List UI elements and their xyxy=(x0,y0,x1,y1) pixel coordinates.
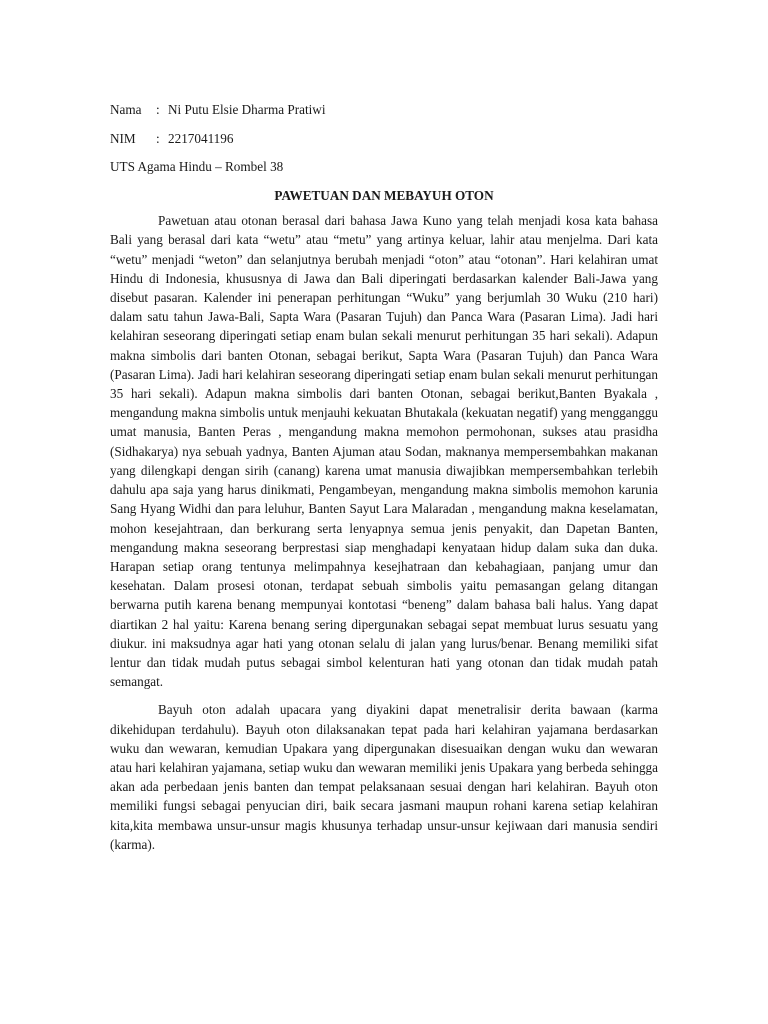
document-page xyxy=(110,100,658,863)
nim-label: NIM xyxy=(110,130,136,146)
nim-value: 2217041196 xyxy=(168,130,234,146)
nim-line xyxy=(110,129,658,148)
paragraph-bayuh-oton: Bayuh oton adalah upacara yang diyakini dapat menetralisir derita bawaan (karma dikehidupan terdahulu). Bayuh oton dilaksanakan tepat pada hari kelahiran yajamana berdasarkan wuku dan wewaran, kemudian Upakara yang dipergunakan disesuaikan dengan wuku dan wewaran atau hari kelahiran yajamana, setiap wuku dan wewaran memiliki jenis Upakara yang berbeda sehingga akan ada perbedaan jenis banten dan tempat pelaksanaan sesuai dengan hari kelahiran. Bayuh oton memiliki fungsi sebagai penyucian diri, baik secara jasmani maupun rohani karena setiap kelahiran kita,kita membawa unsur-unsur magis khusunya terhadap unsur-unsur kejiwaan dari manusia sendiri (karma). xyxy=(110,702,658,852)
course-line: UTS Agama Hindu – Rombel 38 xyxy=(110,159,284,175)
name-line xyxy=(110,100,658,119)
name-separator: : xyxy=(156,102,160,117)
nim-separator: : xyxy=(156,130,160,146)
paragraph-pawetuan: Pawetuan atau otonan berasal dari bahasa Jawa Kuno yang telah menjadi kosa kata bahasa Bali yang berasal dari kata “wetu” atau “metu” yang artinya keluar, lahir atau menjelma. Dari kata “wetu” menjadi “weton” dan selanjutnya berubah menjadi “oton” atau “otonan”. Hari kelahiran umat Hindu di Indonesia, khususnya di Jawa dan Bali diperingati berdasarkan kalender Bali-Jawa yang disebut pasaran. Kalender ini penerapan perhitungan “Wuku” yang berjumlah 30 Wuku (210 hari) dalam satu tahun Jawa-Bali, Sapta Wara (Pasaran Tujuh) dan Panca Wara (Pasaran Lima). Jadi hari kelahiran seseorang diperingati setiap enam bulan sekali menurut perhitungan 35 hari sekali). Adapun makna simbolis dari banten Otonan, sebagai berikut, Sapta Wara (Pasaran Tujuh) dan Panca Wara (Pasaran Lima). Jadi hari kelahiran seseorang diperingati setiap enam bulan sekali menurut perhitungan 35 hari sekali). Adapun makna simbolis dari banten Otonan, sebagai berikut,Banten Byakala , mengandung makna simbolis untuk menjauhi kekuatan Bhutakala (kekuatan negatif) yang mengganggu umat manusia, Banten Peras , mengandung makna memohon permohonan, sukses atau prasidha (Sidhakarya) nya sebuah yadnya, Banten Ajuman atau Sodan, maknanya mempersembahkan makanan yang dilengkapi dengan sirih (canang) karena umat manusia diwajibkan mempersembahkan terlebih dahulu apa saja yang harus dinikmati, Pengambeyan, mengandung makna simbolis memohon karunia Sang Hyang Widhi dan para leluhur, Banten Sayut Lara Malaradan , mengandung makna keselamatan, mohon kesejahtraan, dan berkurang serta lenyapnya semua jenis penyakit, dan Dapetan Banten, mengandung makna seseorang berprestasi siap menghadapi kenyataan hidup dalam suka dan duka. Harapan setiap orang tentunya melimpahnya kesejhatraan dan kebahagiaan, panjang umur dan kesehatan. Dalam prosesi otonan, terdapat sebuah simbolis yaitu pemasangan gelang ditangan berwarna putih karena benang mempunyai kontotasi “beneng” dalam bahasa bali halus. Yang dapat diartikan 2 hal yaitu: Karena benang sering dipergunakan sebagai sepat membuat lurus sesuatu yang diukur. ini maksudnya agar hati yang otonan selalu di jalan yang lurus/benar. Benang memiliki sifat lentur dan tidak mudah putus sebagai simbol kelenturan hati yang otonan dan tidak mudah patah semangat. xyxy=(110,213,658,690)
document-title: PAWETUAN DAN MEBAYUH OTON xyxy=(274,188,494,204)
name-label: Nama xyxy=(110,102,142,117)
name-value: Ni Putu Elsie Dharma Pratiwi xyxy=(168,102,326,117)
